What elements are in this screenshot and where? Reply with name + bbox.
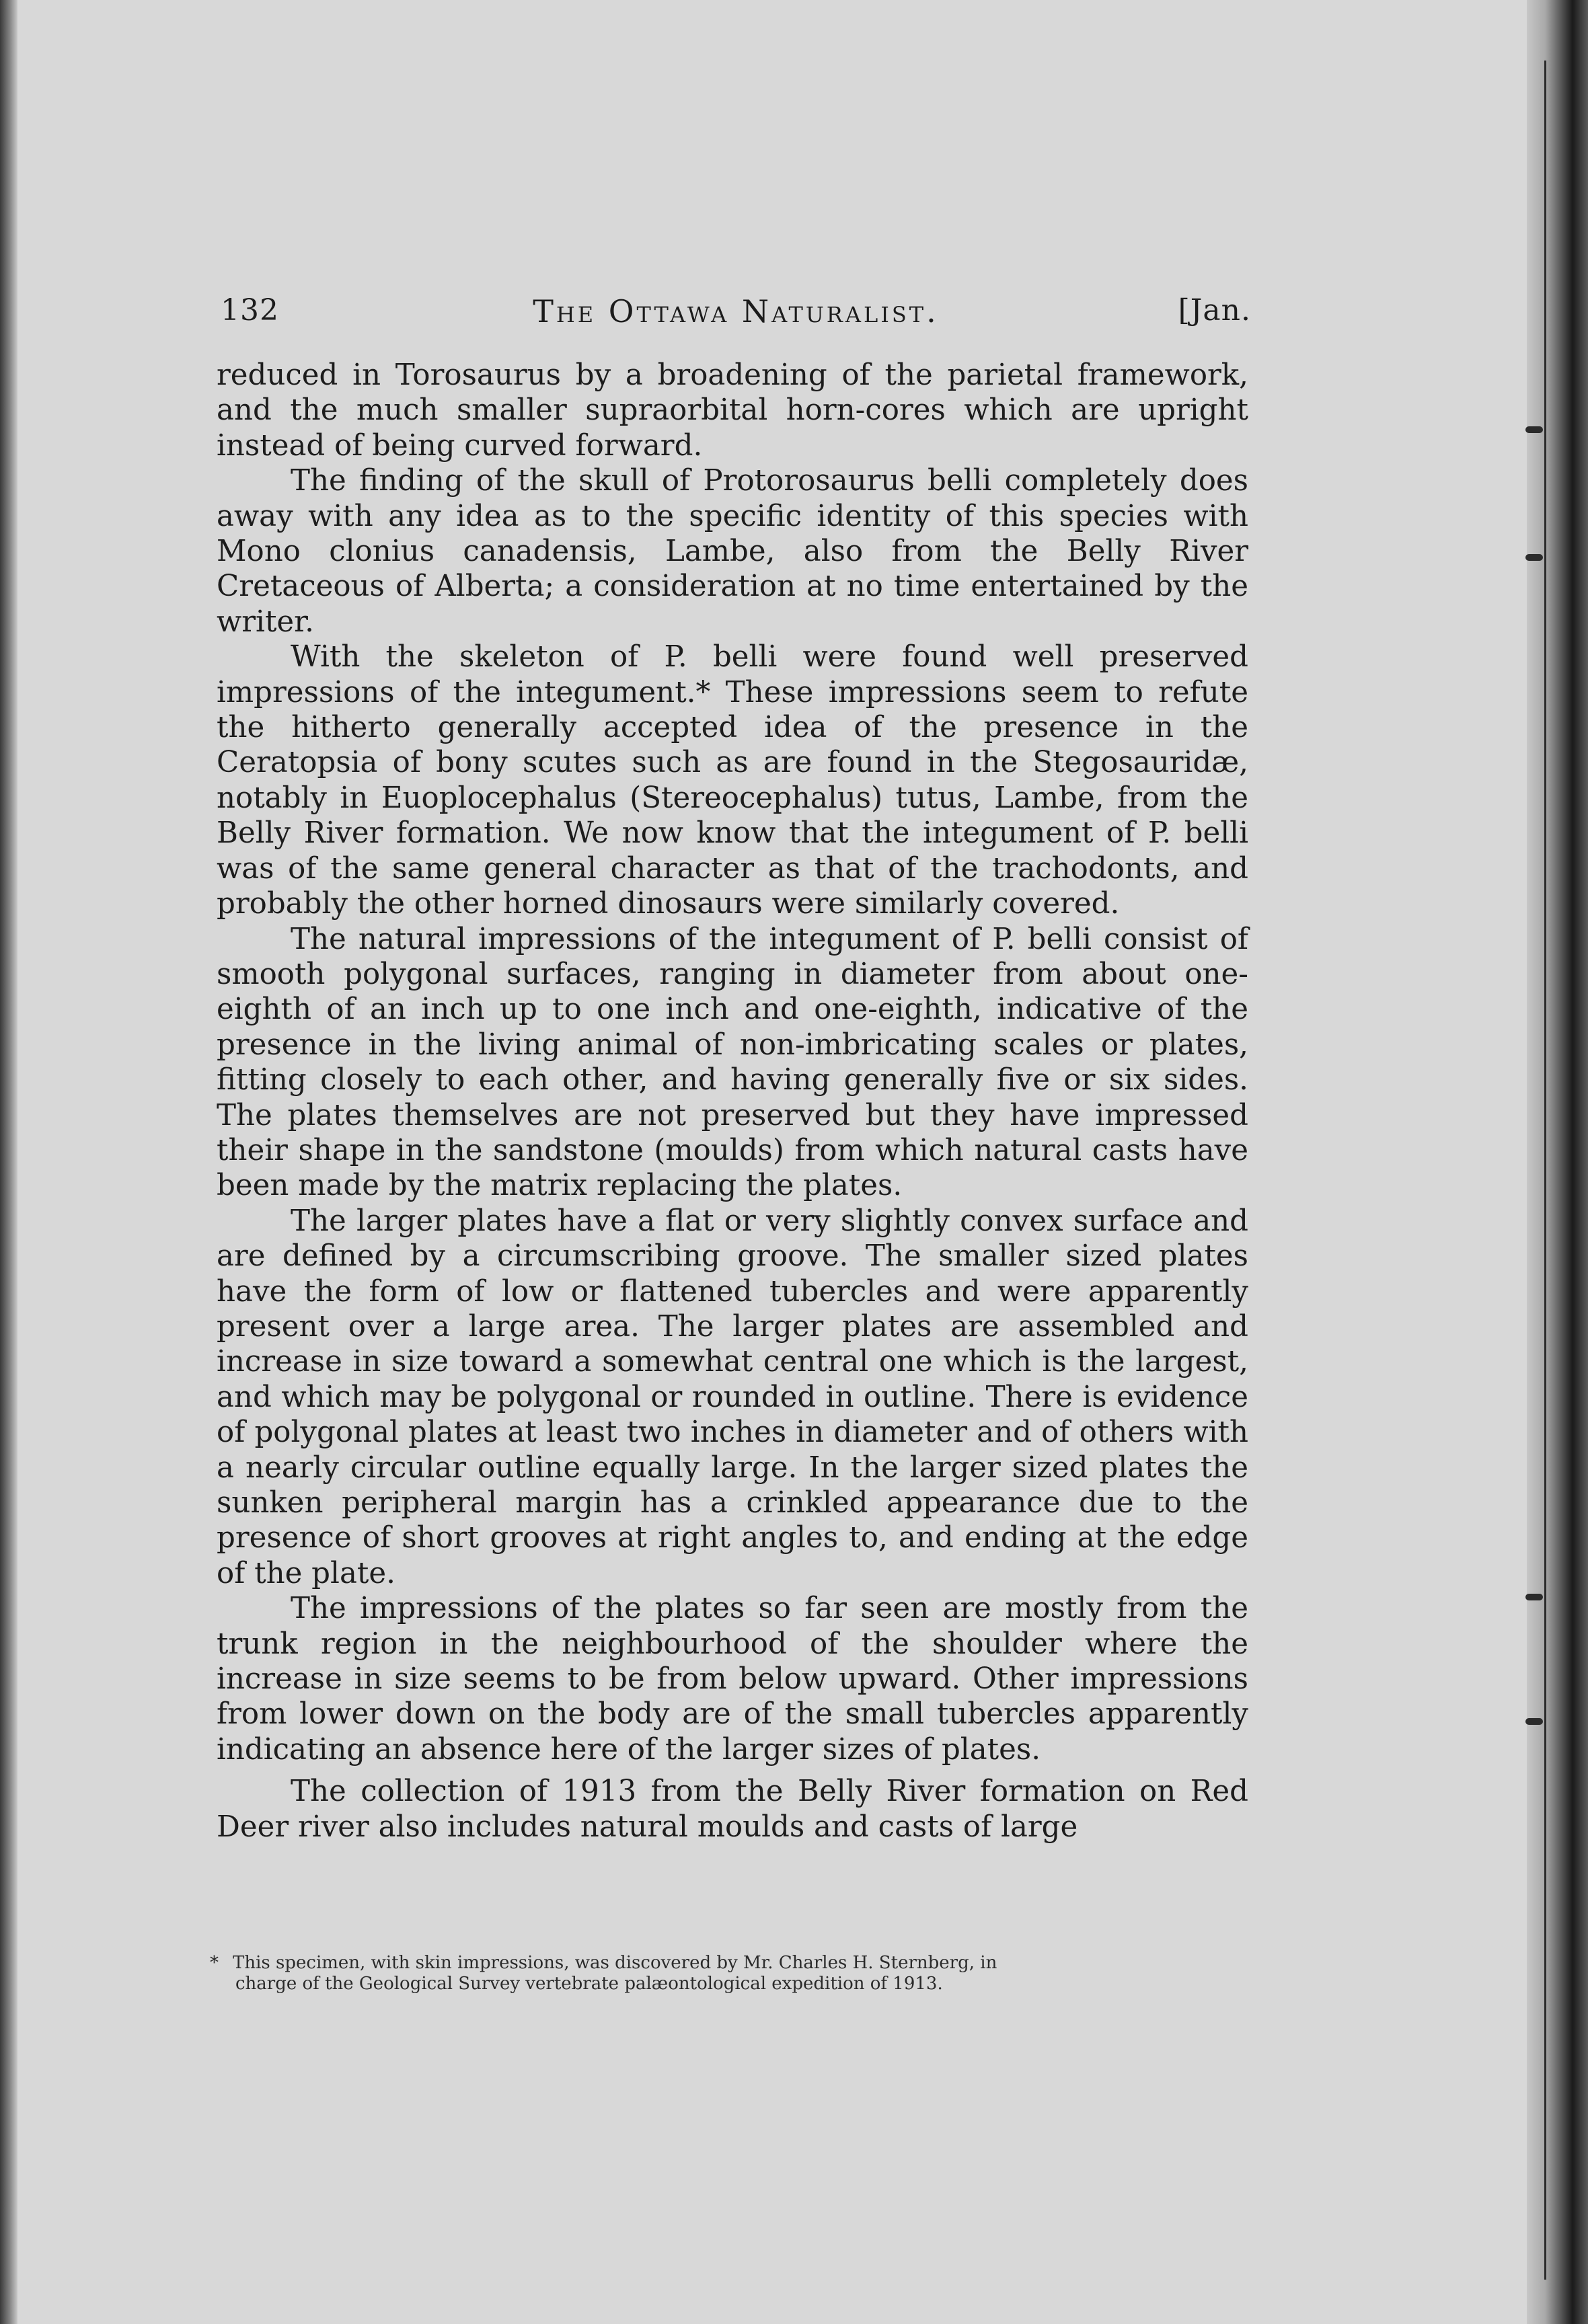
paragraph: reduced in Torosaurus by a broadening of the parietal framework, and the much smaller supraorbital horn-cores which are upright instead of being curved forward. <box>217 358 1248 463</box>
paragraph: The finding of the skull of Protorosaurus belli completely does away with any idea as to the specific identity of this species with Mono clonius canadensis, Lambe, also from the Belly River Cretaceous of Alberta; a consideration at no time entertained by the writer. <box>217 464 1248 639</box>
scan-edge-left <box>0 0 17 2324</box>
gutter-mark <box>1525 1594 1543 1600</box>
footnote-line: charge of the Geological Survey vertebrate palæontological expedition of 1913. <box>235 1974 943 1994</box>
gutter-mark <box>1525 1718 1543 1725</box>
paragraph: The natural impressions of the integument of P. belli consist of smooth polygonal surfaces, ranging in diameter from about one-eighth of an inch up to one inch and one-eighth, indicative of the presence in the living animal of non-imbricating scales or plates, fitting closely to each other, and having generally five or six sides. The plates themselves are not preserved but they have impressed their shape in the sandstone (moulds) from which natural casts have been made by the matrix replacing the plates. <box>217 922 1248 1203</box>
gutter-mark <box>1525 426 1543 433</box>
page-number: 132 <box>221 293 279 327</box>
footnote <box>210 1953 1248 1994</box>
footnote-line <box>210 1953 1248 1974</box>
footnote-text: This specimen, with skin impressions, was discovered by Mr. Charles H. Sternberg, in <box>233 1953 997 1973</box>
gutter-mark <box>1525 554 1543 561</box>
issue-month: [Jan. <box>1178 293 1251 327</box>
footnote-marker: * <box>210 1953 219 1973</box>
paragraph: The larger plates have a flat or very slightly convex surface and are defined by a circumscribing groove. The smaller sized plates have the form of low or flattened tubercles and were apparently present over a large area. The larger plates are assembled and increase in size toward a somewhat central one which is the largest, and which may be polygonal or rounded in outline. There is evidence of polygonal plates at least two inches in diameter and of others with a nearly circular outline equally large. In the larger sized plates the sunken peripheral margin has a crinkled appearance due to the presence of short grooves at right angles to, and ending at the edge of the plate. <box>217 1204 1248 1590</box>
body-text <box>217 358 1248 1845</box>
book-gutter <box>1527 0 1588 2324</box>
paragraph: The impressions of the plates so far seen are mostly from the trunk region in the neighbourhood of the shoulder where the increase in size seems to be from below upward. Other impressions from lower down on the body are of the small tubercles apparently indicating an absence here of the larger sizes of plates. <box>217 1592 1248 1767</box>
paragraph: The collection of 1913 from the Belly River formation on Red Deer river also includes natural moulds and casts of large <box>217 1775 1248 1844</box>
page-header <box>221 293 1251 354</box>
running-title: The Ottawa Naturalist. <box>533 293 939 330</box>
paragraph: With the skeleton of P. belli were found well preserved impressions of the integument.* These impressions seem to refute the hitherto generally accepted idea of the presence in the Ceratopsia of bony scutes such as are found in the Stegosauridæ, notably in Euoplocephalus (Stereocephalus) tutus, Lambe, from the Belly River formation. We now know that the integument of P. belli was of the same general character as that of the trachodonts, and probably the other horned dinosaurs were similarly covered. <box>217 640 1248 921</box>
gutter-line <box>1544 61 1546 2280</box>
